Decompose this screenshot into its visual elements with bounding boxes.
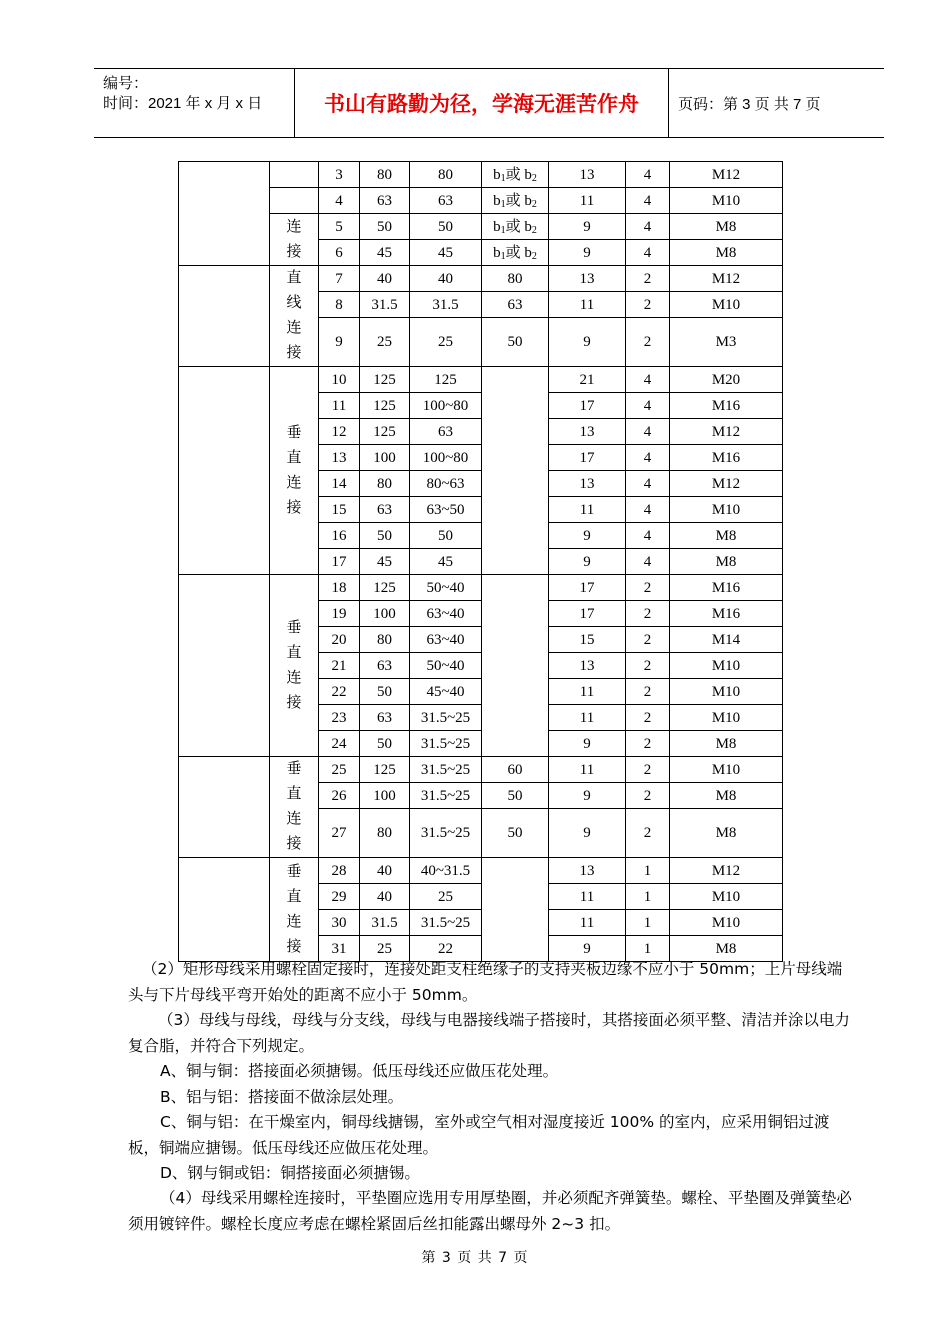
cell-c: 63 xyxy=(482,292,549,318)
group-label-text: 垂直连接 xyxy=(286,424,302,516)
cell-a: 25 xyxy=(360,936,410,962)
group-label-empty xyxy=(270,162,319,188)
cell-no: 11 xyxy=(319,393,360,419)
paragraph-c: C、铜与铝：在干燥室内，铜母线搪锡，室外或空气相对湿度接近 100% 的室内，应采用铜铝过渡板，铜端应搪锡。低压母线还应做压花处理。 xyxy=(128,1113,830,1157)
cell-f: M8 xyxy=(670,783,783,809)
cell-f: M8 xyxy=(670,240,783,266)
cell-no: 8 xyxy=(319,292,360,318)
cell-d: 9 xyxy=(549,318,626,367)
cell-f: M16 xyxy=(670,445,783,471)
cell-b: 63 xyxy=(410,419,482,445)
cell-f: M12 xyxy=(670,419,783,445)
cell-e: 4 xyxy=(626,497,670,523)
cell-d: 13 xyxy=(549,471,626,497)
cell-f: M10 xyxy=(670,884,783,910)
cell-f: M10 xyxy=(670,497,783,523)
cell-e: 2 xyxy=(626,783,670,809)
cell-a: 125 xyxy=(360,419,410,445)
cell-a: 80 xyxy=(360,627,410,653)
cell-f: M10 xyxy=(670,705,783,731)
cell-f: M16 xyxy=(670,575,783,601)
cell-c: 60 xyxy=(482,757,549,783)
cell-d: 9 xyxy=(549,240,626,266)
cell-no: 22 xyxy=(319,679,360,705)
cell-c: 50 xyxy=(482,783,549,809)
cell-b: 100~80 xyxy=(410,445,482,471)
cell-no: 20 xyxy=(319,627,360,653)
cell-b: 31.5~25 xyxy=(410,809,482,858)
cell-no: 17 xyxy=(319,549,360,575)
cell-d: 17 xyxy=(549,601,626,627)
group-label-text: 垂直连接 xyxy=(286,863,302,955)
cell-a: 100 xyxy=(360,445,410,471)
cell-d: 13 xyxy=(549,858,626,884)
cell-f: M10 xyxy=(670,653,783,679)
cell-f: M3 xyxy=(670,318,783,367)
cell-c: $b_1$或 $b_2$ xyxy=(482,188,549,214)
cell-e: 4 xyxy=(626,393,670,419)
cell-d: 13 xyxy=(549,419,626,445)
group-label-text: 垂直连接 xyxy=(286,619,302,711)
cell-b: 63~50 xyxy=(410,497,482,523)
cell-d: 9 xyxy=(549,214,626,240)
cell-e: 1 xyxy=(626,910,670,936)
cell-b: 45~40 xyxy=(410,679,482,705)
cell-f: M10 xyxy=(670,910,783,936)
cell-b: 31.5~25 xyxy=(410,705,482,731)
cell-a: 80 xyxy=(360,471,410,497)
cell-b: 31.5~25 xyxy=(410,757,482,783)
cell-b: 31.5 xyxy=(410,292,482,318)
cell-no: 29 xyxy=(319,884,360,910)
cell-b: 125 xyxy=(410,367,482,393)
cell-a: 45 xyxy=(360,240,410,266)
cell-d: 11 xyxy=(549,884,626,910)
cell-e: 2 xyxy=(626,627,670,653)
cell-b: 40 xyxy=(410,266,482,292)
cell-c-merged xyxy=(482,367,549,575)
cell-a: 31.5 xyxy=(360,910,410,936)
group-label-text: 连接 xyxy=(286,218,302,260)
cell-e: 1 xyxy=(626,858,670,884)
cell-d: 11 xyxy=(549,497,626,523)
cell-no: 15 xyxy=(319,497,360,523)
cell-f: M8 xyxy=(670,936,783,962)
page-footer: 第 3 页 共 7 页 xyxy=(421,1250,529,1266)
cell-d: 15 xyxy=(549,627,626,653)
cell-e: 4 xyxy=(626,523,670,549)
cell-e: 2 xyxy=(626,601,670,627)
cell-a: 100 xyxy=(360,783,410,809)
document-number-label: 编号： xyxy=(103,75,149,92)
cell-e: 4 xyxy=(626,240,670,266)
cell-no: 26 xyxy=(319,783,360,809)
cell-f: M10 xyxy=(670,292,783,318)
group-cell xyxy=(179,757,270,858)
cell-no: 25 xyxy=(319,757,360,783)
cell-d: 9 xyxy=(549,783,626,809)
cell-f: M10 xyxy=(670,757,783,783)
cell-f: M8 xyxy=(670,809,783,858)
cell-f: M12 xyxy=(670,266,783,292)
cell-e: 2 xyxy=(626,679,670,705)
cell-no: 7 xyxy=(319,266,360,292)
bolt-spec-table xyxy=(178,161,783,962)
header-page-label: 页码：第 3 页 共 7 页 xyxy=(678,95,821,113)
cell-a: 50 xyxy=(360,679,410,705)
cell-no: 5 xyxy=(319,214,360,240)
cell-a: 125 xyxy=(360,367,410,393)
cell-no: 27 xyxy=(319,809,360,858)
cell-d: 13 xyxy=(549,266,626,292)
cell-b: 63 xyxy=(410,188,482,214)
cell-c: 50 xyxy=(482,318,549,367)
table-row xyxy=(179,162,783,188)
cell-a: 45 xyxy=(360,549,410,575)
cell-e: 2 xyxy=(626,292,670,318)
group-cell xyxy=(179,266,270,367)
cell-c: $b_1$或 $b_2$ xyxy=(482,214,549,240)
cell-b: 63~40 xyxy=(410,601,482,627)
cell-a: 125 xyxy=(360,757,410,783)
cell-e: 4 xyxy=(626,188,670,214)
cell-d: 11 xyxy=(549,705,626,731)
cell-c: 50 xyxy=(482,809,549,858)
cell-no: 31 xyxy=(319,936,360,962)
cell-d: 17 xyxy=(549,575,626,601)
cell-b: 25 xyxy=(410,318,482,367)
table-row xyxy=(179,858,783,884)
cell-e: 2 xyxy=(626,705,670,731)
group-label-chuizhi xyxy=(270,367,319,575)
cell-no: 10 xyxy=(319,367,360,393)
cell-e: 2 xyxy=(626,318,670,367)
cell-a: 40 xyxy=(360,858,410,884)
cell-d: 17 xyxy=(549,393,626,419)
group-cell xyxy=(179,575,270,757)
group-label-text: 直线连接 xyxy=(286,270,302,361)
cell-a: 63 xyxy=(360,705,410,731)
group-cell xyxy=(179,162,270,266)
cell-no: 19 xyxy=(319,601,360,627)
cell-b: 50 xyxy=(410,523,482,549)
header-meta xyxy=(94,69,295,137)
cell-b: 100~80 xyxy=(410,393,482,419)
cell-no: 3 xyxy=(319,162,360,188)
group-label-empty xyxy=(270,188,319,214)
cell-b: 63~40 xyxy=(410,627,482,653)
cell-a: 40 xyxy=(360,266,410,292)
cell-d: 9 xyxy=(549,809,626,858)
group-label-text: 垂直连接 xyxy=(286,761,302,852)
cell-f: M10 xyxy=(670,188,783,214)
cell-e: 4 xyxy=(626,162,670,188)
paragraph-b: B、铝与铝：搭接面不做涂层处理。 xyxy=(160,1088,404,1106)
cell-a: 25 xyxy=(360,318,410,367)
cell-a: 50 xyxy=(360,731,410,757)
table-row xyxy=(179,214,783,240)
cell-d: 9 xyxy=(549,936,626,962)
cell-b: 31.5~25 xyxy=(410,731,482,757)
cell-e: 2 xyxy=(626,653,670,679)
cell-no: 24 xyxy=(319,731,360,757)
cell-b: 22 xyxy=(410,936,482,962)
cell-a: 50 xyxy=(360,523,410,549)
cell-e: 2 xyxy=(626,731,670,757)
cell-d: 11 xyxy=(549,292,626,318)
cell-no: 12 xyxy=(319,419,360,445)
paragraph-3: （3）母线与母线，母线与分支线，母线与电器接线端子搭接时，其搭接面必须平整、清洁并涂以电力复合脂，并符合下列规定。 xyxy=(128,1011,850,1055)
cell-no: 13 xyxy=(319,445,360,471)
cell-d: 13 xyxy=(549,653,626,679)
cell-no: 21 xyxy=(319,653,360,679)
cell-e: 4 xyxy=(626,471,670,497)
document-time-label: 时间：2021 年 x 月 x 日 xyxy=(103,95,263,112)
cell-a: 63 xyxy=(360,497,410,523)
cell-b: 25 xyxy=(410,884,482,910)
cell-b: 50~40 xyxy=(410,575,482,601)
cell-f: M14 xyxy=(670,627,783,653)
cell-b: 50~40 xyxy=(410,653,482,679)
cell-d: 11 xyxy=(549,910,626,936)
group-cell xyxy=(179,367,270,575)
cell-d: 9 xyxy=(549,731,626,757)
cell-f: M8 xyxy=(670,214,783,240)
cell-d: 13 xyxy=(549,162,626,188)
cell-f: M20 xyxy=(670,367,783,393)
group-label-chuizhi xyxy=(270,757,319,858)
group-label-lianjie xyxy=(270,214,319,266)
cell-f: M16 xyxy=(670,393,783,419)
cell-f: M8 xyxy=(670,549,783,575)
cell-b: 80 xyxy=(410,162,482,188)
cell-no: 28 xyxy=(319,858,360,884)
cell-e: 4 xyxy=(626,214,670,240)
group-cell xyxy=(179,858,270,962)
cell-e: 4 xyxy=(626,549,670,575)
table-body xyxy=(179,162,783,962)
cell-a: 31.5 xyxy=(360,292,410,318)
cell-a: 80 xyxy=(360,809,410,858)
cell-a: 125 xyxy=(360,393,410,419)
cell-e: 2 xyxy=(626,809,670,858)
cell-no: 16 xyxy=(319,523,360,549)
cell-e: 4 xyxy=(626,367,670,393)
cell-no: 23 xyxy=(319,705,360,731)
cell-e: 4 xyxy=(626,445,670,471)
cell-a: 40 xyxy=(360,884,410,910)
cell-b: 31.5~25 xyxy=(410,910,482,936)
paragraph-a: A、铜与铜：搭接面必须搪锡。低压母线还应做压花处理。 xyxy=(160,1062,559,1080)
cell-a: 63 xyxy=(360,188,410,214)
cell-c-merged xyxy=(482,575,549,757)
cell-c: $b_1$或 $b_2$ xyxy=(482,240,549,266)
group-label-chuizhi xyxy=(270,858,319,962)
cell-f: M16 xyxy=(670,601,783,627)
cell-e: 1 xyxy=(626,884,670,910)
cell-f: M8 xyxy=(670,731,783,757)
cell-b: 45 xyxy=(410,549,482,575)
cell-a: 100 xyxy=(360,601,410,627)
cell-d: 21 xyxy=(549,367,626,393)
cell-d: 9 xyxy=(549,549,626,575)
cell-d: 11 xyxy=(549,757,626,783)
cell-no: 30 xyxy=(319,910,360,936)
cell-a: 63 xyxy=(360,653,410,679)
paragraph-d: D、钢与铜或铝：铜搭接面必须搪锡。 xyxy=(160,1164,420,1182)
cell-b: 50 xyxy=(410,214,482,240)
cell-no: 6 xyxy=(319,240,360,266)
table-row xyxy=(179,757,783,783)
cell-a: 80 xyxy=(360,162,410,188)
group-label-chuizhi xyxy=(270,575,319,757)
cell-a: 125 xyxy=(360,575,410,601)
cell-c: $b_1$或 $b_2$ xyxy=(482,162,549,188)
cell-d: 9 xyxy=(549,523,626,549)
cell-e: 2 xyxy=(626,266,670,292)
cell-d: 11 xyxy=(549,188,626,214)
cell-no: 9 xyxy=(319,318,360,367)
cell-b: 31.5~25 xyxy=(410,783,482,809)
group-label-zhixian xyxy=(270,266,319,367)
page-header xyxy=(94,68,884,138)
cell-b: 80~63 xyxy=(410,471,482,497)
table-row xyxy=(179,575,783,601)
paragraph-4: （4）母线采用螺栓连接时，平垫圈应选用专用厚垫圈，并必须配齐弹簧垫。螺栓、平垫圈及弹簧垫必须用镀锌件。螺栓长度应考虑在螺栓紧固后丝扣能露出螺母外 2~3 扣。 xyxy=(128,1189,852,1233)
cell-f: M12 xyxy=(670,858,783,884)
cell-f: M8 xyxy=(670,523,783,549)
cell-f: M12 xyxy=(670,471,783,497)
cell-b: 40~31.5 xyxy=(410,858,482,884)
cell-no: 18 xyxy=(319,575,360,601)
cell-d: 17 xyxy=(549,445,626,471)
table-row xyxy=(179,188,783,214)
table-row xyxy=(179,367,783,393)
cell-c-merged xyxy=(482,858,549,962)
paragraph-2: （2）矩形母线采用螺栓固定接时，连接处距支柱绝缘子的支持夹板边缘不应小于 50mm；上片母线端头与下片母线平弯开始处的距离不应小于 50mm。 xyxy=(128,960,843,1004)
cell-b: 45 xyxy=(410,240,482,266)
cell-a: 50 xyxy=(360,214,410,240)
cell-e: 4 xyxy=(626,419,670,445)
cell-e: 2 xyxy=(626,757,670,783)
cell-no: 4 xyxy=(319,188,360,214)
table-row xyxy=(179,266,783,292)
header-motto: 书山有路勤为径，学海无涯苦作舟 xyxy=(295,69,669,137)
cell-f: M12 xyxy=(670,162,783,188)
cell-d: 11 xyxy=(549,679,626,705)
cell-no: 14 xyxy=(319,471,360,497)
cell-f: M10 xyxy=(670,679,783,705)
cell-c: 80 xyxy=(482,266,549,292)
cell-e: 1 xyxy=(626,936,670,962)
cell-e: 2 xyxy=(626,575,670,601)
